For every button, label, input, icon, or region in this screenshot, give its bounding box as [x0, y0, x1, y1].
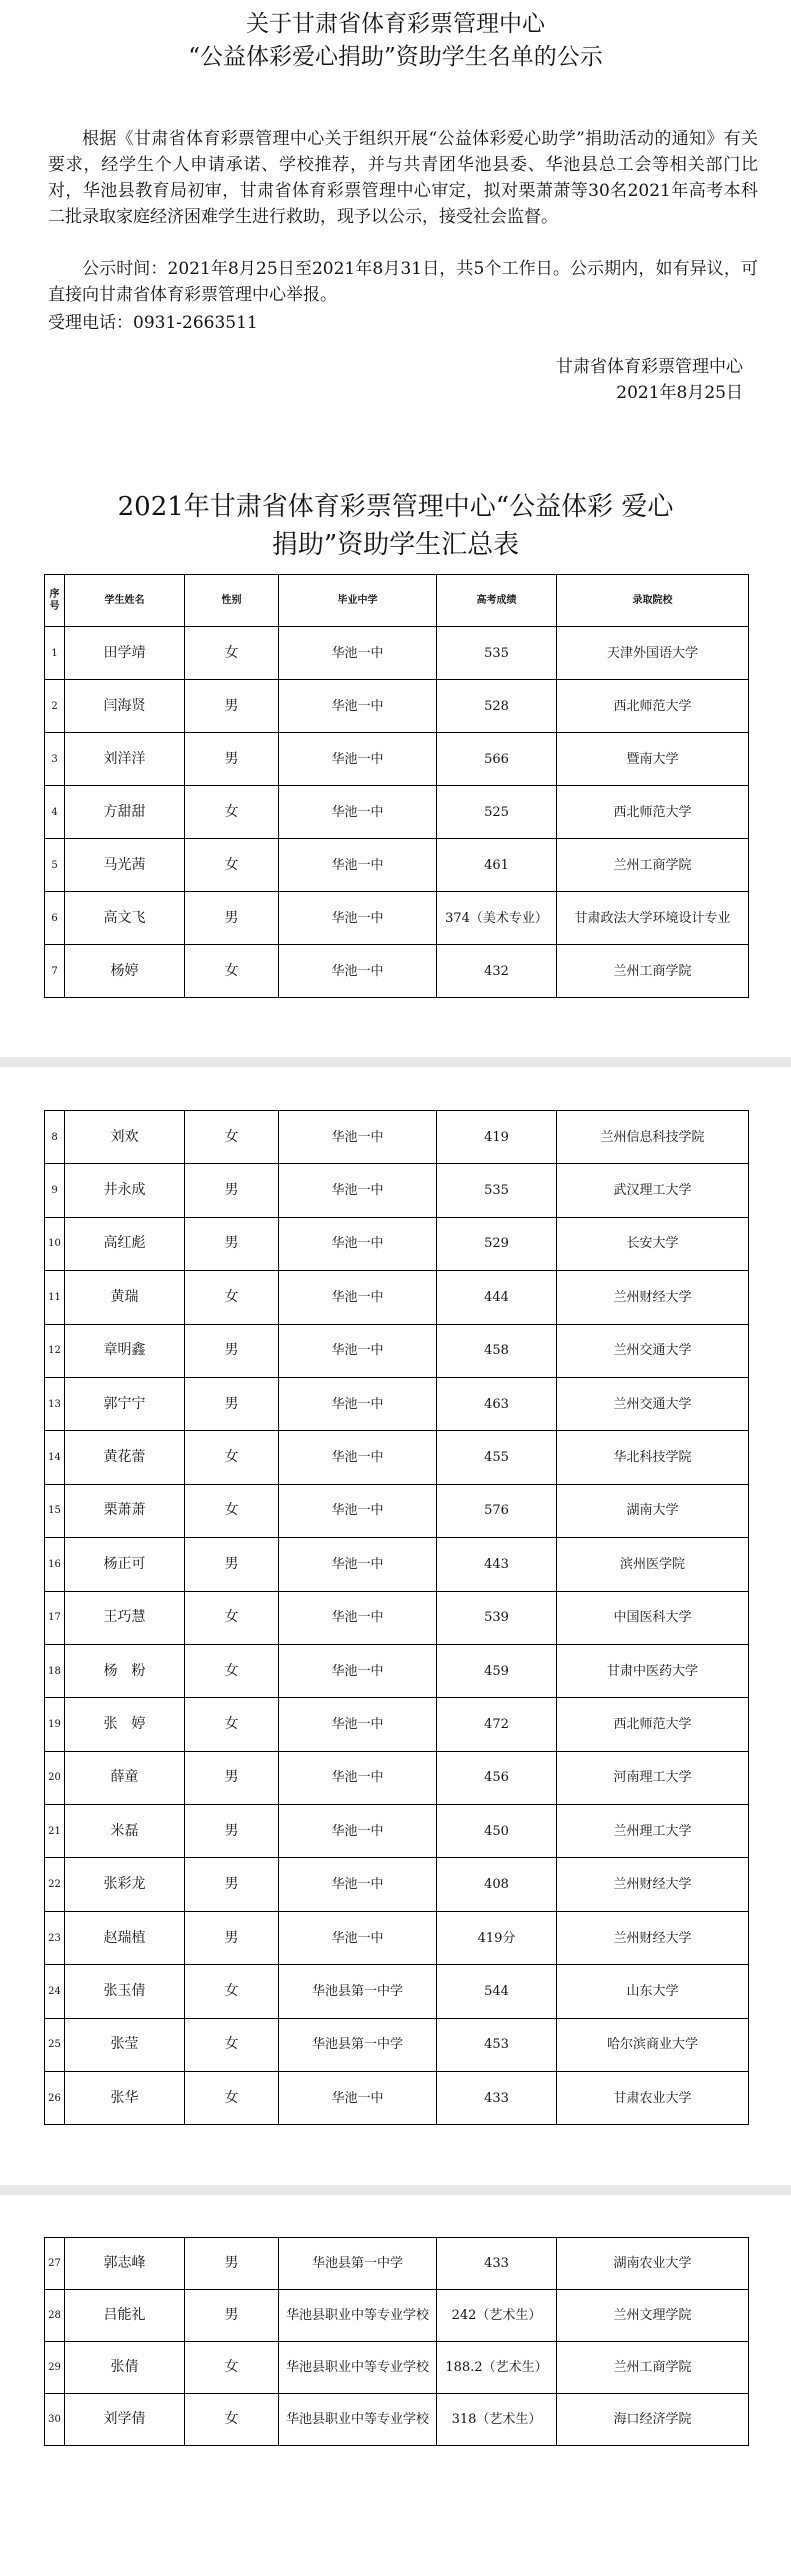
table-row [45, 2072, 749, 2125]
cell-score: 528 [437, 680, 557, 733]
table-row [45, 1324, 749, 1377]
cell-no: 19 [45, 1698, 65, 1751]
table-header-row [45, 575, 749, 627]
contact-phone: 受理电话：0931-2663511 [48, 313, 258, 333]
table-row [45, 1858, 749, 1911]
cell-college: 西北师范大学 [557, 680, 749, 733]
cell-name: 张玉倩 [65, 1965, 185, 2018]
table-row [45, 627, 749, 680]
cell-college: 甘肃政法大学环境设计专业 [557, 892, 749, 945]
cell-no: 11 [45, 1271, 65, 1324]
cell-score: 433 [437, 2238, 557, 2290]
header-no: 序号 [45, 575, 65, 627]
cell-college: 海口经济学院 [557, 2394, 749, 2446]
cell-college: 暨南大学 [557, 733, 749, 786]
issue-date: 2021年8月25日 [616, 383, 743, 403]
cell-gender: 女 [185, 1591, 279, 1644]
cell-no: 14 [45, 1431, 65, 1484]
cell-no: 17 [45, 1591, 65, 1644]
table-row [45, 1271, 749, 1324]
table-row [45, 2238, 749, 2290]
cell-college: 兰州工商学院 [557, 2342, 749, 2394]
cell-gender: 女 [185, 1111, 279, 1164]
cell-gender: 男 [185, 2290, 279, 2342]
cell-college: 兰州工商学院 [557, 839, 749, 892]
cell-gender: 女 [185, 2394, 279, 2446]
cell-college: 兰州财经大学 [557, 1911, 749, 1964]
cell-score: 433 [437, 2072, 557, 2125]
students-table-part3 [44, 2237, 749, 2446]
cell-score: 461 [437, 839, 557, 892]
cell-name: 赵瑞植 [65, 1911, 185, 1964]
cell-gender: 男 [185, 2238, 279, 2290]
cell-gender: 男 [185, 733, 279, 786]
cell-name: 马光茜 [65, 839, 185, 892]
header-gender: 性别 [185, 575, 279, 627]
cell-no: 16 [45, 1538, 65, 1591]
header-college: 录取院校 [557, 575, 749, 627]
cell-gender: 女 [185, 2018, 279, 2071]
cell-name: 杨婷 [65, 945, 185, 998]
cell-school: 华池一中 [279, 1591, 437, 1644]
cell-no: 10 [45, 1217, 65, 1270]
cell-score: 463 [437, 1377, 557, 1430]
cell-no: 18 [45, 1644, 65, 1697]
cell-college: 西北师范大学 [557, 786, 749, 839]
cell-name: 杨 粉 [65, 1644, 185, 1697]
cell-school: 华池一中 [279, 1164, 437, 1217]
table-row [45, 1644, 749, 1697]
cell-school: 华池一中 [279, 1751, 437, 1804]
cell-school: 华池县第一中学 [279, 1965, 437, 2018]
students-table-part1 [44, 574, 749, 998]
cell-name: 张华 [65, 2072, 185, 2125]
cell-college: 甘肃中医药大学 [557, 1644, 749, 1697]
cell-school: 华池一中 [279, 1217, 437, 1270]
cell-score: 539 [437, 1591, 557, 1644]
cell-gender: 女 [185, 2072, 279, 2125]
cell-name: 郭宁宁 [65, 1377, 185, 1430]
table-row [45, 1538, 749, 1591]
table-row [45, 892, 749, 945]
cell-school: 华池一中 [279, 1111, 437, 1164]
cell-gender: 女 [185, 839, 279, 892]
cell-school: 华池县第一中学 [279, 2238, 437, 2290]
cell-gender: 女 [185, 1484, 279, 1537]
cell-college: 华北科技学院 [557, 1431, 749, 1484]
table-row [45, 1164, 749, 1217]
cell-school: 华池一中 [279, 1858, 437, 1911]
cell-college: 兰州财经大学 [557, 1271, 749, 1324]
cell-college: 天津外国语大学 [557, 627, 749, 680]
cell-name: 刘欢 [65, 1111, 185, 1164]
cell-college: 湖南农业大学 [557, 2238, 749, 2290]
cell-score: 453 [437, 2018, 557, 2071]
cell-school: 华池一中 [279, 1377, 437, 1430]
cell-score: 242（艺术生） [437, 2290, 557, 2342]
cell-name: 张倩 [65, 2342, 185, 2394]
issuer-block [556, 354, 743, 406]
cell-score: 188.2（艺术生） [437, 2342, 557, 2394]
cell-school: 华池一中 [279, 1911, 437, 1964]
cell-name: 郭志峰 [65, 2238, 185, 2290]
cell-score: 318（艺术生） [437, 2394, 557, 2446]
cell-no: 5 [45, 839, 65, 892]
cell-college: 兰州理工大学 [557, 1805, 749, 1858]
table-row [45, 2018, 749, 2071]
cell-college: 兰州工商学院 [557, 945, 749, 998]
cell-gender: 男 [185, 1164, 279, 1217]
cell-college: 西北师范大学 [557, 1698, 749, 1751]
cell-name: 章明鑫 [65, 1324, 185, 1377]
header-school: 毕业中学 [279, 575, 437, 627]
cell-no: 20 [45, 1751, 65, 1804]
page-divider [0, 2185, 791, 2195]
cell-college: 湖南大学 [557, 1484, 749, 1537]
table-title-line2: 捐助”资助学生汇总表 [271, 530, 520, 560]
cell-name: 方甜甜 [65, 786, 185, 839]
cell-college: 兰州交通大学 [557, 1377, 749, 1430]
cell-score: 535 [437, 627, 557, 680]
cell-school: 华池一中 [279, 786, 437, 839]
table-row [45, 2394, 749, 2446]
cell-name: 张 婷 [65, 1698, 185, 1751]
cell-name: 薛童 [65, 1751, 185, 1804]
cell-name: 杨正可 [65, 1538, 185, 1591]
issuer-name: 甘肃省体育彩票管理中心 [556, 357, 743, 377]
cell-score: 419 [437, 1111, 557, 1164]
table-row [45, 2290, 749, 2342]
table-row [45, 1484, 749, 1537]
table-row [45, 786, 749, 839]
cell-score: 456 [437, 1751, 557, 1804]
cell-score: 458 [437, 1324, 557, 1377]
cell-no: 29 [45, 2342, 65, 2394]
cell-no: 28 [45, 2290, 65, 2342]
cell-school: 华池县职业中等专业学校 [279, 2342, 437, 2394]
cell-school: 华池一中 [279, 892, 437, 945]
cell-school: 华池一中 [279, 1698, 437, 1751]
cell-school: 华池一中 [279, 1484, 437, 1537]
cell-no: 25 [45, 2018, 65, 2071]
cell-name: 黄花蕾 [65, 1431, 185, 1484]
notice-paragraph-1: 根据《甘肃省体育彩票管理中心关于组织开展“公益体彩爱心助学”捐助活动的通知》有关要求，经学生个人申请承诺、学校推荐，并与共青团华池县委、华池县总工会等相关部门比对，华池县教育局初审，甘肃省体育彩票管理中心审定，拟对栗萧萧等30名2021年高考本科二批录取家庭经济困难学生进行救助，现予以公示，接受社会监督。 [48, 129, 758, 227]
cell-no: 3 [45, 733, 65, 786]
cell-no: 6 [45, 892, 65, 945]
cell-gender: 女 [185, 2342, 279, 2394]
cell-score: 535 [437, 1164, 557, 1217]
cell-gender: 男 [185, 892, 279, 945]
cell-gender: 男 [185, 1217, 279, 1270]
cell-score: 525 [437, 786, 557, 839]
cell-college: 兰州财经大学 [557, 1858, 749, 1911]
cell-gender: 女 [185, 945, 279, 998]
cell-school: 华池一中 [279, 1538, 437, 1591]
table-row [45, 1111, 749, 1164]
cell-school: 华池一中 [279, 1644, 437, 1697]
cell-school: 华池一中 [279, 1324, 437, 1377]
table-row [45, 945, 749, 998]
cell-no: 15 [45, 1484, 65, 1537]
cell-gender: 男 [185, 1858, 279, 1911]
cell-score: 566 [437, 733, 557, 786]
cell-no: 22 [45, 1858, 65, 1911]
cell-score: 450 [437, 1805, 557, 1858]
cell-gender: 男 [185, 1377, 279, 1430]
cell-no: 26 [45, 2072, 65, 2125]
cell-school: 华池一中 [279, 839, 437, 892]
cell-no: 13 [45, 1377, 65, 1430]
table-row [45, 1591, 749, 1644]
table-row [45, 1805, 749, 1858]
students-table-part2 [44, 1110, 749, 2125]
header-score: 高考成绩 [437, 575, 557, 627]
cell-gender: 女 [185, 1271, 279, 1324]
cell-score: 374（美术专业） [437, 892, 557, 945]
cell-school: 华池一中 [279, 1431, 437, 1484]
cell-college: 滨州医学院 [557, 1538, 749, 1591]
cell-gender: 女 [185, 1965, 279, 2018]
cell-college: 武汉理工大学 [557, 1164, 749, 1217]
cell-no: 9 [45, 1164, 65, 1217]
cell-school: 华池县第一中学 [279, 2018, 437, 2071]
cell-gender: 男 [185, 1805, 279, 1858]
cell-no: 21 [45, 1805, 65, 1858]
cell-name: 刘洋洋 [65, 733, 185, 786]
header-name: 学生姓名 [65, 575, 185, 627]
cell-no: 7 [45, 945, 65, 998]
cell-name: 闫海贤 [65, 680, 185, 733]
cell-school: 华池县职业中等专业学校 [279, 2290, 437, 2342]
cell-name: 张莹 [65, 2018, 185, 2071]
cell-name: 田学靖 [65, 627, 185, 680]
cell-school: 华池一中 [279, 1805, 437, 1858]
table-row [45, 1377, 749, 1430]
cell-college: 甘肃农业大学 [557, 2072, 749, 2125]
cell-no: 4 [45, 786, 65, 839]
cell-no: 24 [45, 1965, 65, 2018]
cell-gender: 男 [185, 1751, 279, 1804]
cell-no: 30 [45, 2394, 65, 2446]
cell-gender: 男 [185, 680, 279, 733]
cell-score: 544 [437, 1965, 557, 2018]
cell-name: 刘学倩 [65, 2394, 185, 2446]
table-row [45, 1751, 749, 1804]
cell-name: 吕能礼 [65, 2290, 185, 2342]
page-divider [0, 1057, 791, 1067]
cell-no: 23 [45, 1911, 65, 1964]
cell-college: 山东大学 [557, 1965, 749, 2018]
notice-paragraph-2: 公示时间：2021年8月25日至2021年8月31日，共5个工作日。公示期内，如有异议，可直接向甘肃省体育彩票管理中心举报。 [48, 259, 758, 305]
cell-college: 哈尔滨商业大学 [557, 2018, 749, 2071]
notice-title-line2: “公益体彩爱心捐助”资助学生名单的公示 [188, 44, 603, 70]
cell-score: 529 [437, 1217, 557, 1270]
cell-score: 432 [437, 945, 557, 998]
cell-gender: 男 [185, 1324, 279, 1377]
cell-score: 444 [437, 1271, 557, 1324]
cell-name: 栗萧萧 [65, 1484, 185, 1537]
cell-gender: 男 [185, 1538, 279, 1591]
table-row [45, 1698, 749, 1751]
cell-name: 井永成 [65, 1164, 185, 1217]
cell-school: 华池一中 [279, 1271, 437, 1324]
table-row [45, 680, 749, 733]
cell-college: 兰州信息科技学院 [557, 1111, 749, 1164]
table-row [45, 1431, 749, 1484]
cell-name: 米磊 [65, 1805, 185, 1858]
table-row [45, 733, 749, 786]
cell-score: 455 [437, 1431, 557, 1484]
cell-name: 张彩龙 [65, 1858, 185, 1911]
notice-title-line1: 关于甘肃省体育彩票管理中心 [246, 11, 545, 37]
cell-school: 华池一中 [279, 945, 437, 998]
table-row [45, 2342, 749, 2394]
cell-score: 443 [437, 1538, 557, 1591]
cell-gender: 男 [185, 1911, 279, 1964]
cell-school: 华池一中 [279, 627, 437, 680]
cell-gender: 女 [185, 627, 279, 680]
cell-school: 华池一中 [279, 680, 437, 733]
table-row [45, 1911, 749, 1964]
cell-name: 高文飞 [65, 892, 185, 945]
cell-school: 华池一中 [279, 2072, 437, 2125]
cell-college: 河南理工大学 [557, 1751, 749, 1804]
cell-name: 王巧慧 [65, 1591, 185, 1644]
table-row [45, 1217, 749, 1270]
cell-score: 419分 [437, 1911, 557, 1964]
cell-college: 中国医科大学 [557, 1591, 749, 1644]
table-row [45, 1965, 749, 2018]
cell-no: 27 [45, 2238, 65, 2290]
cell-name: 高红彪 [65, 1217, 185, 1270]
cell-gender: 女 [185, 786, 279, 839]
cell-no: 1 [45, 627, 65, 680]
cell-school: 华池县职业中等专业学校 [279, 2394, 437, 2446]
cell-no: 12 [45, 1324, 65, 1377]
cell-gender: 女 [185, 1644, 279, 1697]
cell-gender: 女 [185, 1698, 279, 1751]
cell-score: 408 [437, 1858, 557, 1911]
cell-no: 8 [45, 1111, 65, 1164]
table-title-line1: 2021年甘肃省体育彩票管理中心“公益体彩 爱心 [117, 492, 674, 522]
cell-school: 华池一中 [279, 733, 437, 786]
cell-no: 2 [45, 680, 65, 733]
cell-gender: 女 [185, 1431, 279, 1484]
cell-college: 长安大学 [557, 1217, 749, 1270]
cell-score: 459 [437, 1644, 557, 1697]
cell-college: 兰州交通大学 [557, 1324, 749, 1377]
table-row [45, 839, 749, 892]
cell-name: 黄瑞 [65, 1271, 185, 1324]
cell-score: 472 [437, 1698, 557, 1751]
cell-score: 576 [437, 1484, 557, 1537]
cell-college: 兰州文理学院 [557, 2290, 749, 2342]
